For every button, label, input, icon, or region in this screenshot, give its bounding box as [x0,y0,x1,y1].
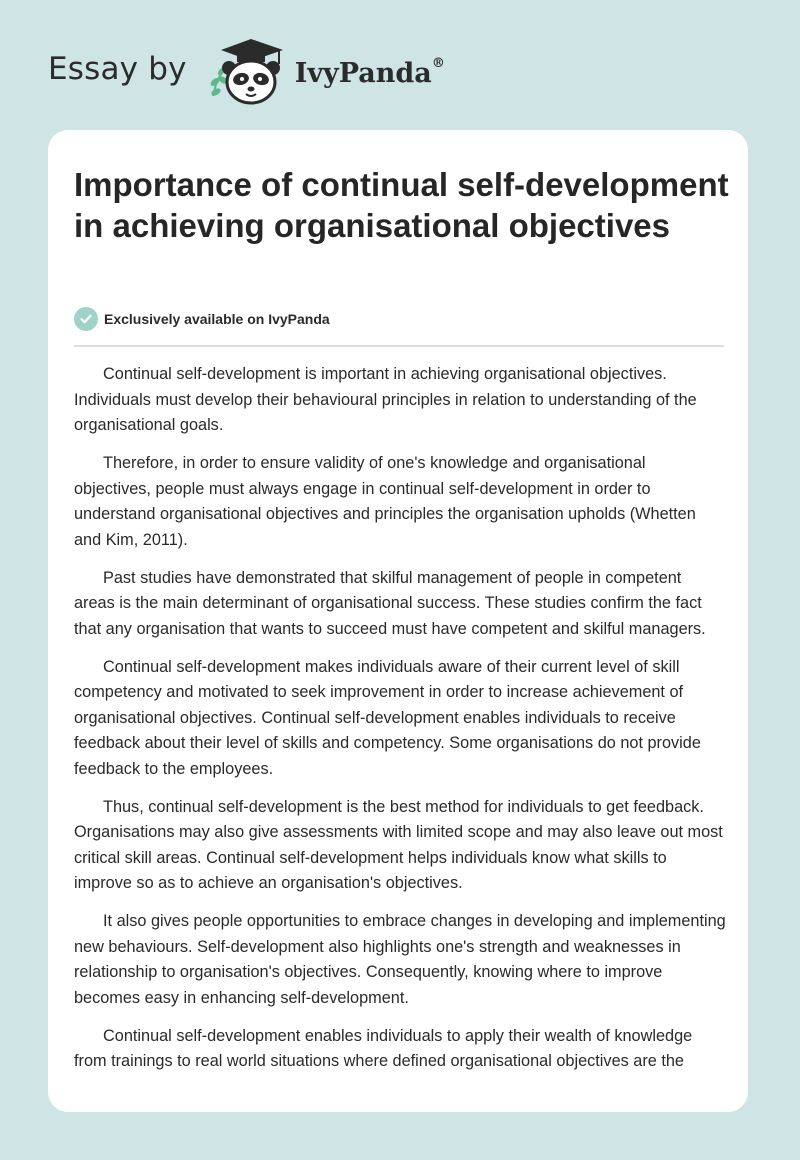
registered-mark: ® [431,55,445,71]
panda-graduate-icon[interactable] [203,36,293,108]
site-header [48,36,445,108]
paragraph: Continual self-development is important in achieving organisational objectives. Individuals must develop their behavioural principles in relation to understanding of the organisational goals. [74,365,697,434]
paragraph: Past studies have demonstrated that skilful management of people in competent areas is the main determinant of organisational success. These studies confirm the fact that any organisation that wants to succeed must have competent and skilful managers. [74,568,706,638]
paragraph: Therefore, in order to ensure validity of one's knowledge and organisational objectives, people must always engage in continual self-development in order to understand organisational objectives and principles the organisation upholds (Whetten and Kim, 2011). [74,454,696,549]
check-circle-icon [74,307,98,331]
divider [74,345,724,347]
paragraph: Thus, continual self-development is the best method for individuals to get feedback. Organisations may also give assessments with limited scope and may also leave out most critical skill areas. Continual self-development helps individuals know what skills to improve so as to achieve an organisation's objectives. [74,797,723,892]
essay-body [74,362,726,1087]
paragraph: Continual self-development makes individuals aware of their current level of skill competency and motivated to seek improvement in order to increase achievement of organisational objectives. Continual self-development enables individuals to receive feedback about their level of skills and competency. Some organisations do not provide feedback to the employees. [74,657,701,778]
badge-text: Exclusively available on IvyPanda [104,311,330,327]
page-title: Importance of continual self-development in achieving organisational objectives [74,166,729,244]
brand-name[interactable]: IvyPanda® [294,55,445,89]
exclusive-badge [74,306,330,332]
brand-prefix: Essay by [48,51,187,87]
essay-card [48,130,748,1112]
paragraph: Continual self-development enables individuals to apply their wealth of knowledge from trainings to real world situations where defined organisational objectives are the [74,1026,693,1070]
paragraph: It also gives people opportunities to embrace changes in developing and implementing new behaviours. Self-development also highlights one's strength and weaknesses in relationship to organisation's objectives. Consequently, knowing where to improve becomes easy in enhancing self-development. [74,912,726,1007]
